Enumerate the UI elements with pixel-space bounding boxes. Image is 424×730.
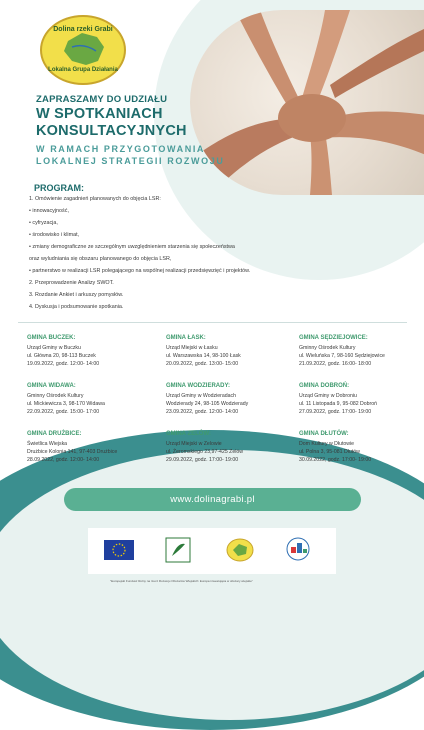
funding-logos-graphic bbox=[88, 528, 336, 574]
program-item: 1. Omówienie zagadnień planowanych do objęcia LSR: bbox=[29, 196, 161, 202]
gmina-name: GMINA SĘDZIEJOWICE: bbox=[299, 335, 368, 341]
prow-logo-icon bbox=[287, 538, 309, 560]
program-item: 4. Dyskusja i podsumowanie spotkania. bbox=[29, 304, 124, 310]
leader-logo-icon bbox=[166, 538, 190, 562]
website-link[interactable]: www.dolinagrabi.pl bbox=[64, 488, 361, 511]
program-item: • innowacyjność, bbox=[29, 208, 69, 214]
gmina-venue: Urząd Miejski w Łasku bbox=[166, 345, 218, 351]
program-item: • środowisko i klimat, bbox=[29, 232, 80, 238]
hands-illustration bbox=[190, 10, 424, 195]
gmina-name: GMINA ZELÓW: bbox=[166, 431, 211, 437]
gmina-address: Drużbice Kolonia 141, 97-403 Drużbice bbox=[27, 449, 118, 455]
header-line-1: ZAPRASZAMY DO UDZIAŁU bbox=[36, 94, 168, 105]
gmina-name: GMINA WIDAWA: bbox=[27, 383, 76, 389]
program-item: • cyfryzacja, bbox=[29, 220, 58, 226]
header-line-2: W SPOTKANIACH bbox=[36, 106, 163, 122]
gmina-name: GMINA WODZIERADY: bbox=[166, 383, 230, 389]
gmina-name: GMINA DRUŻBICE: bbox=[27, 431, 82, 437]
hands-photo bbox=[190, 10, 424, 195]
gmina-venue: Urząd Gminy w Wodzieradach bbox=[166, 393, 236, 399]
gmina-date: 27.09.2022, godz. 17:00- 19:00 bbox=[299, 409, 372, 415]
logo-text-bottom: Lokalna Grupa Działania bbox=[48, 67, 118, 73]
gmina-date: 20.09.2022, godz. 13:00- 15:00 bbox=[166, 361, 239, 367]
gmina-address: ul. Żeromskiego 23,97-425 Zelów bbox=[166, 449, 243, 455]
gmina-address: ul. Mickiewicza 3, 98-170 Widawa bbox=[27, 401, 105, 407]
funding-footnote: "Europejski Fundusz Rolny na rzecz Rozwoju Obszarów Wiejskich: Europa inwestująca w obszary wiejskie" bbox=[110, 579, 253, 583]
program-item: • partnerstwo w realizacji LSR polegającego na wspólnej realizacji przedsięwzięć i projektów. bbox=[29, 268, 251, 274]
gmina-date: 29.09.2022, godz. 17:00- 19:00 bbox=[166, 457, 239, 463]
program-item: • zmiany demograficzne ze szczególnym uwzględnieniem starzenia się społeczeństwa bbox=[29, 244, 235, 250]
gmina-venue: Gminny Ośrodek Kultury bbox=[27, 393, 84, 399]
gmina-name: GMINA BUCZEK: bbox=[27, 335, 76, 341]
logo-text-top: Dolina rzeki Grabi bbox=[53, 26, 113, 33]
gmina-date: 30.09.2022, godz. 17:00- 19:00 bbox=[299, 457, 372, 463]
gmina-address: ul. 11 Listopada 9, 95-082 Dobroń bbox=[299, 401, 378, 407]
header-line-3: KONSULTACYJNYCH bbox=[36, 123, 187, 139]
header-line-4: W RAMACH PRZYGOTOWANIA bbox=[36, 144, 206, 154]
gmina-venue: Dom Kultury w Dłutowie bbox=[299, 441, 355, 447]
gmina-address: ul. Wieluńska 7, 98-160 Sędziejowice bbox=[299, 353, 385, 359]
lgd-small-logo-icon bbox=[227, 539, 253, 561]
gmina-date: 21.09.2022, godz. 16:00- 18:00 bbox=[299, 361, 372, 367]
divider bbox=[18, 322, 407, 323]
gmina-date: 22.09.2022, godz. 15:00- 17:00 bbox=[27, 409, 100, 415]
gmina-address: ul. Główna 20, 98-113 Buczek bbox=[27, 353, 96, 359]
gmina-venue: Gminny Ośrodek Kultury bbox=[299, 345, 356, 351]
eu-flag-icon bbox=[104, 540, 134, 560]
program-item: 2. Przeprowadzenie Analizy SWOT. bbox=[29, 280, 114, 286]
header-line-5: LOKALNEJ STRATEGII ROZWOJU bbox=[36, 156, 225, 166]
funding-logos bbox=[88, 528, 336, 574]
gmina-name: GMINA ŁASK: bbox=[166, 335, 206, 341]
gmina-venue: Urząd Gminy w Buczku bbox=[27, 345, 81, 351]
gmina-date: 19.09.2022, godz. 12:00- 14:00 bbox=[27, 361, 100, 367]
program-item: oraz wyludniania się obszaru planowanego do objęcia LSR, bbox=[29, 256, 172, 262]
lgd-logo bbox=[40, 15, 126, 85]
gmina-venue: Świetlica Wiejska bbox=[27, 441, 68, 447]
program-item: 3. Rozdanie Ankiet i arkuszy pomysłów. bbox=[29, 292, 124, 298]
gmina-address: ul. Warszawska 14, 98-100 Łask bbox=[166, 353, 241, 359]
gmina-venue: Urząd Miejski w Zelowie bbox=[166, 441, 222, 447]
gmina-address: ul. Polna 3, 95-081 Dłutów bbox=[299, 449, 360, 455]
gmina-name: GMINA DOBROŃ: bbox=[299, 383, 350, 389]
gmina-venue: Urząd Gminy w Dobroniu bbox=[299, 393, 357, 399]
gmina-date: 28.09.2022, godz. 12:00- 14:00 bbox=[27, 457, 100, 463]
gmina-date: 23.09.2022, godz. 12:00- 14:00 bbox=[166, 409, 239, 415]
gmina-name: GMINA DŁUTÓW: bbox=[299, 431, 349, 437]
gmina-address: Wodzierady 24, 98-105 Wodzierady bbox=[166, 401, 249, 407]
program-title: PROGRAM: bbox=[34, 183, 84, 193]
